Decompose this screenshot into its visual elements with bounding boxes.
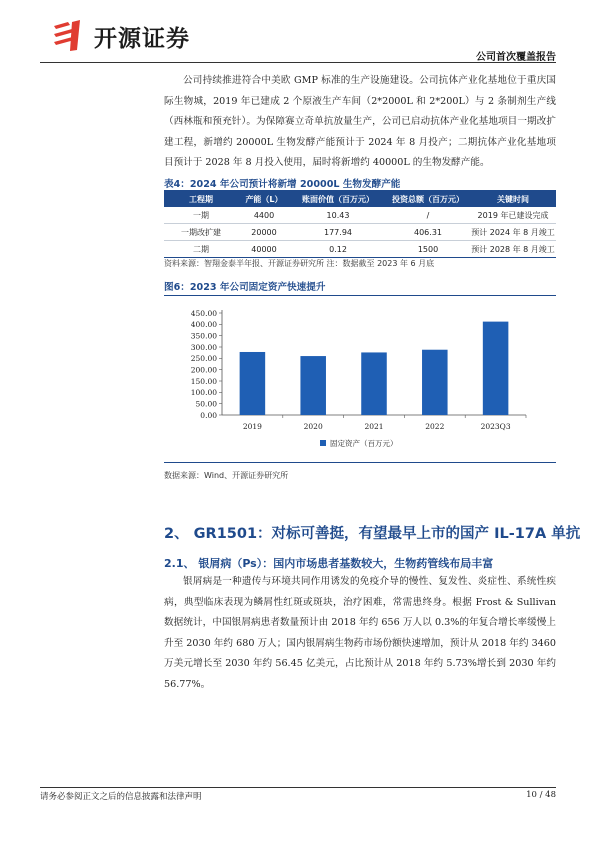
table-cell: 一期改扩建 (164, 224, 238, 241)
bar (483, 322, 509, 415)
bar (240, 352, 266, 415)
table-cell: 一期 (164, 207, 238, 224)
body-paragraph-2: 银屑病是一种遗传与环境共同作用诱发的免疫介导的慢性、复发性、炎症性、系统性疾病，典型临床表现为鳞屑性红斑或斑块，治疗困难，常需患终身。根据 Frost & Sullivan 数据统计，中国银屑病患者数量预计由 2018 年约 656 万人以 0.3%的年复合增长率缓慢上升至 2030 年约 680 万人；国内银屑病生物药市场份额快速增加，预计从 2018 年约 3460 万美元增长至 2030 年约 56.45 亿美元，占比预计从 2018 年约 5.73%增长到 2030 年约 56.77%。 (164, 576, 556, 690)
y-tick-label: 300.00 (190, 342, 217, 352)
table-row (164, 241, 556, 258)
table-cell: / (386, 207, 470, 224)
footer-disclaimer: 请务必参阅正文之后的信息披露和法律声明 (40, 792, 202, 802)
body-paragraph-1: 公司持续推进符合中美欧 GMP 标准的生产设施建设。公司抗体产业化基地位于重庆国际生物城，2019 年已建成 2 个原液生产车间（2*2000L 和 2*200L）与 2 条制剂生产线（西林瓶和预充针）。为保障赛立奇单抗放量生产，公司已启动抗体产业化基地项目一期改扩建工程，新增约 20000L 生物发酵产能预计于 2024 年 8 月投产；二期抗体产业化基地项目预计于 2028 年 8 月投入使用，届时将新增约 40000L 的生物发酵产能。 (164, 75, 556, 168)
y-tick-label: 250.00 (190, 354, 217, 364)
table-cell: 二期 (164, 241, 238, 258)
table-header-cell: 产能（L） (238, 191, 290, 207)
table-cell: 177.94 (290, 224, 386, 241)
table-header-row (164, 191, 556, 207)
table-row (164, 207, 556, 224)
subsection-heading-2-1: 2.1、 银屑病（Ps）：国内市场患者基数较大，生物药管线布局丰富 (164, 557, 494, 570)
y-tick-label: 50.00 (195, 399, 217, 409)
bar (361, 352, 387, 415)
table-cell: 预计 2024 年 8 月竣工 (470, 224, 556, 241)
x-tick-label: 2020 (303, 422, 323, 431)
x-tick-label: 2022 (425, 422, 445, 431)
section-heading-2: 2、 GR1501：对标可善挺，有望最早上市的国产 IL-17A 单抗 (164, 526, 581, 542)
table-cell: 406.31 (386, 224, 470, 241)
figure-bottom-rule (164, 462, 556, 463)
fixed-assets-bar-chart (164, 300, 556, 458)
table-cell: 10.43 (290, 207, 386, 224)
table-source-note: 资料来源：智翔金泰半年报、开源证券研究所 注：数据截至 2023 年 6 月底 (164, 259, 435, 268)
bar (422, 350, 448, 415)
figure-caption: 图6：2023 年公司固定资产快速提升 (164, 282, 326, 293)
table-header-cell: 工程期 (164, 191, 238, 207)
table-caption: 表4：2024 年公司预计将新增 20000L 生物发酵产能 (164, 179, 401, 190)
x-tick-label: 2023Q3 (480, 422, 511, 431)
y-tick-label: 150.00 (190, 376, 217, 386)
page-number: 10 / 48 (526, 790, 556, 800)
y-tick-label: 400.00 (190, 320, 217, 330)
table-cell: 2019 年已建设完成 (470, 207, 556, 224)
kaiyuan-logo-icon (50, 18, 90, 54)
table-row (164, 224, 556, 241)
y-tick-label: 350.00 (190, 331, 217, 341)
x-tick-label: 2019 (242, 422, 262, 431)
table-header-cell: 账面价值（百万元） (290, 191, 386, 207)
table-header-cell: 投资总额（百万元） (386, 191, 470, 207)
company-logo (50, 18, 190, 54)
y-tick-label: 200.00 (190, 365, 217, 375)
table-header-cell: 关键时间 (470, 191, 556, 207)
y-tick-label: 450.00 (190, 308, 217, 318)
table-cell: 4400 (238, 207, 290, 224)
capacity-table (164, 191, 556, 258)
legend-label: 固定资产（百万元） (330, 439, 398, 448)
report-type: 公司首次覆盖报告 (476, 52, 556, 63)
header-divider (40, 62, 556, 63)
footer-divider (40, 787, 556, 788)
table-cell: 1500 (386, 241, 470, 258)
bar (300, 356, 326, 415)
logo-text: 开源证券 (94, 25, 190, 52)
figure-top-rule (164, 295, 556, 296)
y-tick-label: 100.00 (190, 388, 217, 398)
table-cell: 预计 2028 年 8 月竣工 (470, 241, 556, 258)
table-cell: 40000 (238, 241, 290, 258)
y-tick-label: 0.00 (200, 410, 217, 420)
x-tick-label: 2021 (364, 422, 384, 431)
figure-source-note: 数据来源：Wind、开源证券研究所 (164, 471, 289, 480)
legend-swatch (320, 440, 326, 446)
table-cell: 0.12 (290, 241, 386, 258)
table-cell: 20000 (238, 224, 290, 241)
